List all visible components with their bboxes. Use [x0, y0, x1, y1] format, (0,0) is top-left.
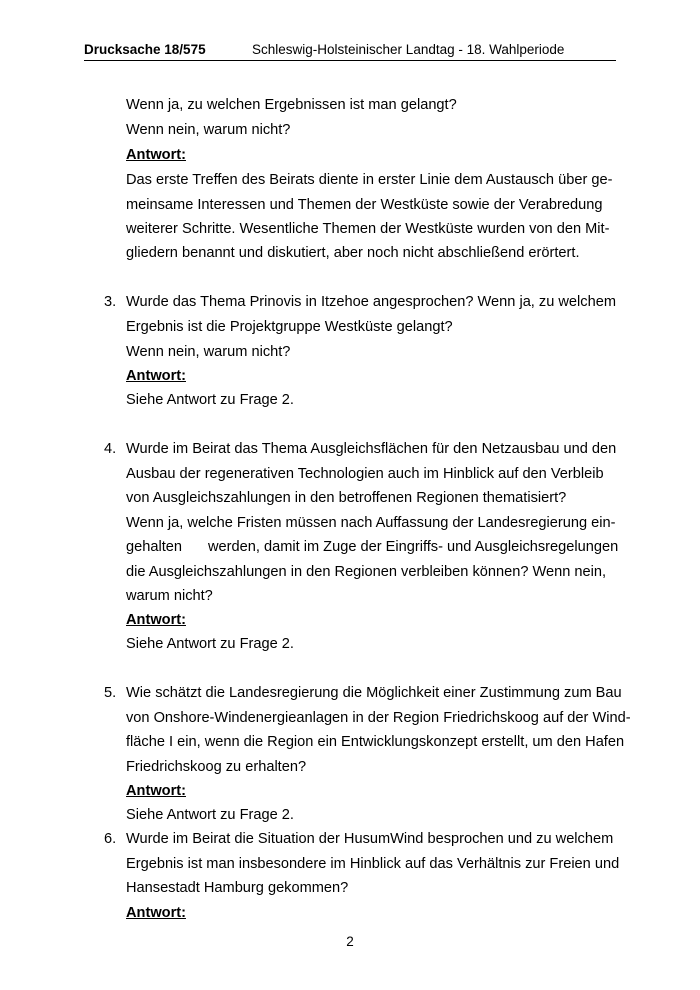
- answer-label: Antwort:: [126, 612, 186, 628]
- answer-label: Antwort:: [126, 905, 186, 921]
- question-line: Wenn nein, warum nicht?: [126, 344, 291, 360]
- answer-label: Antwort:: [126, 368, 186, 384]
- question-line: Wurde im Beirat das Thema Ausgleichsflächen für den Netzausbau und den: [126, 441, 617, 457]
- question-line: Wurde im Beirat die Situation der HusumWind besprochen und zu welchem: [126, 831, 614, 847]
- question-line: Hansestadt Hamburg gekommen?: [126, 880, 349, 896]
- question-line: Friedrichskoog zu erhalten?: [126, 759, 307, 775]
- question-line: die Ausgleichszahlungen in den Regionen verbleiben können? Wenn nein,: [126, 564, 607, 580]
- body-line: Wenn ja, zu welchen Ergebnissen ist man gelangt?: [126, 97, 457, 113]
- question-line: gehalten: [126, 539, 182, 555]
- question-number: 4.: [104, 441, 117, 457]
- question-line: warum nicht?: [126, 588, 213, 604]
- answer-text: Siehe Antwort zu Frage 2.: [126, 807, 294, 823]
- answer-label: Antwort:: [126, 147, 186, 163]
- document-number: Drucksache 18/575: [84, 42, 206, 57]
- body-line: gliedern benannt und diskutiert, aber noch nicht abschließend erörtert.: [126, 245, 580, 261]
- body-line: Wenn nein, warum nicht?: [126, 122, 291, 138]
- question-line: Wenn ja, welche Fristen müssen nach Auffassung der Landesregierung ein-: [126, 515, 616, 531]
- question-line: von Ausgleichszahlungen in den betroffenen Regionen thematisiert?: [126, 490, 567, 506]
- page-number: 2: [346, 934, 354, 949]
- question-number: 3.: [104, 294, 117, 310]
- answer-label: Antwort:: [126, 783, 186, 799]
- answer-text: Siehe Antwort zu Frage 2.: [126, 636, 294, 652]
- question-line: Ausbau der regenerativen Technologien auch im Hinblick auf den Verbleib: [126, 466, 604, 482]
- question-line: Ergebnis ist man insbesondere im Hinblick auf das Verhältnis zur Freien und: [126, 856, 620, 872]
- question-number: 6.: [104, 831, 117, 847]
- body-line: Das erste Treffen des Beirats diente in erster Linie dem Austausch über ge-: [126, 172, 613, 188]
- question-line: werden, damit im Zuge der Eingriffs- und Ausgleichsregelungen: [208, 539, 619, 555]
- body-line: meinsame Interessen und Themen der Westküste sowie der Verabredung: [126, 197, 603, 213]
- question-number: 5.: [104, 685, 117, 701]
- question-line: fläche I ein, wenn die Region ein Entwicklungskonzept erstellt, um den Hafen: [126, 734, 625, 750]
- question-line: Wurde das Thema Prinovis in Itzehoe angesprochen? Wenn ja, zu welchem: [126, 294, 616, 310]
- question-line: Ergebnis ist die Projektgruppe Westküste gelangt?: [126, 319, 453, 335]
- question-line: Wie schätzt die Landesregierung die Möglichkeit einer Zustimmung zum Bau: [126, 685, 622, 701]
- parliament-title: Schleswig-Holsteinischer Landtag - 18. Wahlperiode: [252, 42, 565, 57]
- question-line: von Onshore-Windenergieanlagen in der Region Friedrichskoog auf der Wind-: [126, 710, 631, 726]
- answer-text: Siehe Antwort zu Frage 2.: [126, 392, 294, 408]
- body-line: weiterer Schritte. Wesentliche Themen der Westküste wurden von den Mit-: [126, 221, 610, 237]
- page-header: [84, 40, 616, 61]
